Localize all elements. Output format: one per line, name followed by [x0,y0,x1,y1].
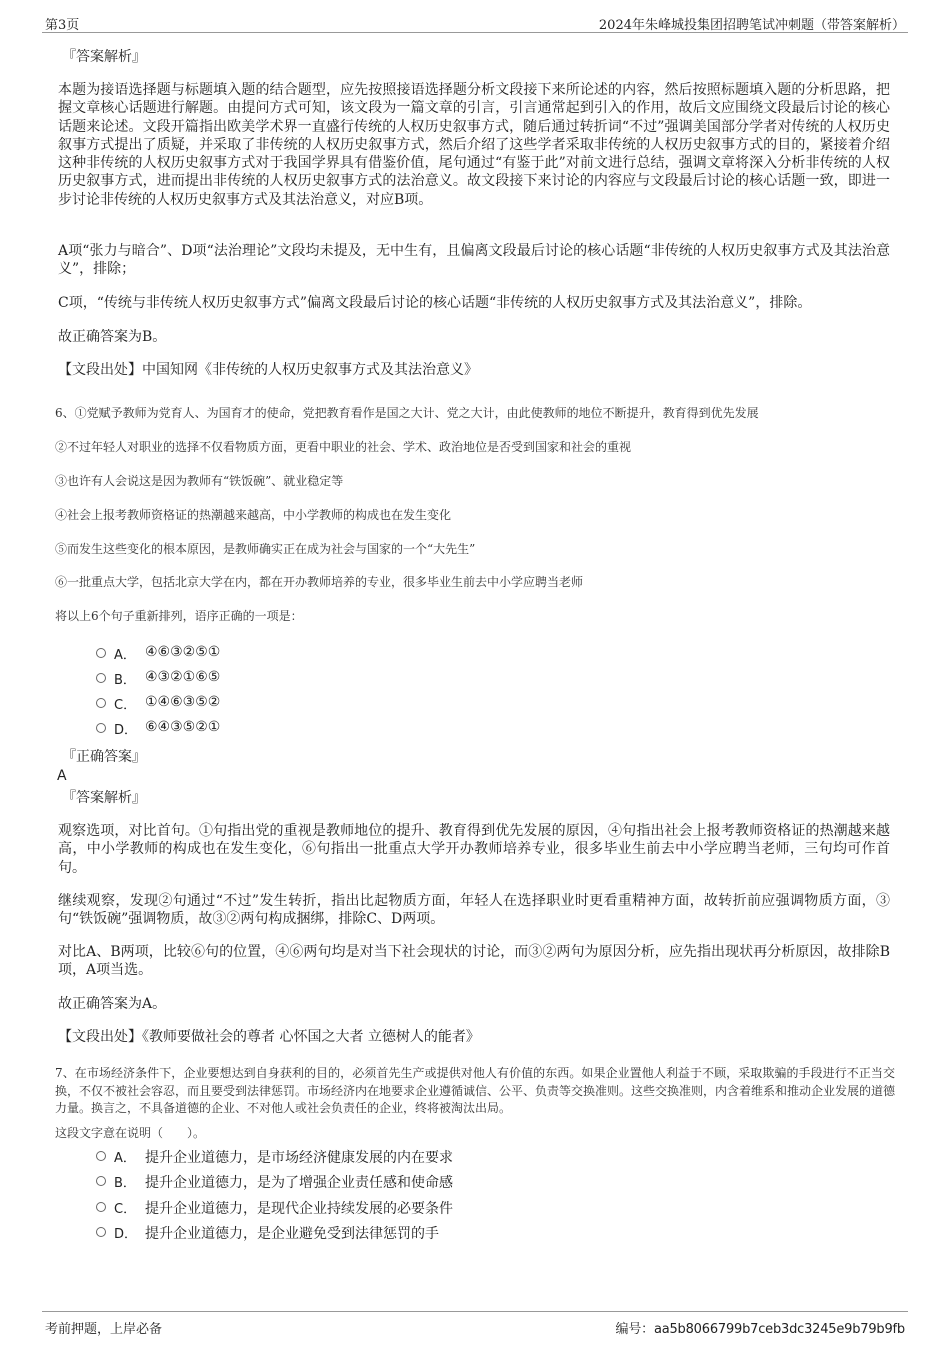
footer-slogan: 考前押题，上岸必备 [45,1322,163,1337]
q5-analysis-paragraph-2: A项“张力与暗合”、D项“法治理论”文段均未提及，无中生有，且偏离文段最后讨论的核心话题“非传统的人权历史叙事方式及其法治意义”，排除； [58,243,890,278]
footer-divider [42,1311,908,1312]
radio-icon[interactable] [96,723,106,733]
document-code: 编号：aa5b8066799b7ceb3dc3245e9b79b9fb [615,1322,905,1337]
q6-analysis-paragraph-2: 继续观察，发现②句通过“不过”发生转折，指出比起物质方面，年轻人在选择职业时更看重精神方面，故转折前应强调物质方面，③句“铁饭碗”强调物质，故③②两句构成捆绑，排除C、D两项。 [58,893,890,928]
q6-sentence-2: ②不过年轻人对职业的选择不仅看物质方面，更看中职业的社会、学术、政治地位是否受到国家和社会的重视 [55,440,632,454]
q6-sentence-4: ④社会上报考教师资格证的热潮越来越高，中小学教师的构成也在发生变化 [55,508,452,522]
q7-passage: 7、在市场经济条件下，企业要想达到自身获利的目的，必须首先生产或提供对他人有价值的东西。如果企业置他人利益于不顾，采取欺骗的手段进行不正当交换，不仅不被社会容忍，而且要受到法律惩罚。市场经济内在地要求企业遵循诚信、公平、负责等交换准则。这些交换准则，内含着维系和推动企业发展的道德力量。换言之，不具备道德的企业、不对他人或社会负责任的企业，终将被淘汰出局。 [55,1066,896,1115]
q7-question: 这段文字意在说明（ ）。 [55,1126,206,1140]
q6-analysis-heading: 『答案解析』 [62,790,146,806]
q5-analysis-heading: 『答案解析』 [62,49,146,65]
q5-conclusion: 故正确答案为B。 [58,329,167,345]
q6-question: 将以上6个句子重新排列，语序正确的一项是： [55,609,303,623]
radio-icon[interactable] [96,1151,106,1161]
q6-answer-heading: 『正确答案』 [62,749,146,765]
radio-icon[interactable] [96,698,106,708]
page-header [0,0,950,33]
page-number: 第3页 [45,18,80,33]
radio-icon[interactable] [96,648,106,658]
q5-source: 【文段出处】中国知网《非传统的人权历史叙事方式及其法治意义》 [58,362,478,378]
q6-sentence-6: ⑥一批重点大学，包括北京大学在内，都在开办教师培养的专业，很多毕业生前去中小学应聘当老师 [55,575,584,589]
q5-analysis-paragraph-3: C项，“传统与非传统人权历史叙事方式”偏离文段最后讨论的核心话题“非传统的人权历史叙事方式及其法治意义”，排除。 [58,295,812,311]
q6-sentence-5: ⑤而发生这些变化的根本原因，是教师确实正在成为社会与国家的一个“大先生” [55,542,476,556]
q6-analysis-paragraph-1: 观察选项，对比首句。①句指出党的重视是教师地位的提升、教育得到优先发展的原因，④句指出社会上报考教师资格证的热潮越来越高，中小学教师的构成也在发生变化，⑥句指出一批重点大学开办教师培养专业，很多毕业生前去中小学应聘当老师，三句均可作首句。 [58,823,890,876]
document-title: 2024年朱峰城投集团招聘笔试冲刺题（带答案解析） [598,18,905,33]
q5-analysis-paragraph-1: 本题为接语选择题与标题填入题的结合题型，应先按照接语选择题分析文段接下来所论述的内容，然后按照标题填入题的分析思路，把握文章核心话题进行解题。由提问方式可知，该文段为一篇文章的引言，引言通常起到引入的作用，故后文应围绕文段最后讨论的核心话题来论述。文段开篇指出欧美学术界一直盛行传统的人权历史叙事方式，随后通过转折词“不过”强调美国部分学者对传统的人权历史叙事方式提出了质疑，并采取了非传统的人权历史叙事方式，然后介绍了这些学者采取非传统的人权历史叙事方式的目的，紧接着介绍这种非传统的人权历史叙事方式对于我国学界具有借鉴价值，尾句通过“有鉴于此”对前文进行总结，强调文章将深入分析非传统的人权历史叙事方式，进而提出非传统的人权历史叙事方式的法治意义。故文段接下来讨论的内容应与文段最后讨论的核心话题一致，即进一步讨论非传统的人权历史叙事方式及其法治意义，对应B项。 [58,82,890,208]
radio-icon[interactable] [96,673,106,683]
q6-sentence-1: 6、①党赋予教师为党育人、为国育才的使命，党把教育看作是国之大计、党之大计，由此使教师的地位不断提升，教育得到优先发展 [55,406,759,420]
q6-conclusion: 故正确答案为A。 [58,996,167,1012]
page-footer [0,1305,950,1345]
q6-sentence-3: ③也许有人会说这是因为教师有“铁饭碗”、就业稳定等 [55,474,344,488]
radio-icon[interactable] [96,1202,106,1212]
q6-answer: A [57,768,67,784]
q6-analysis-paragraph-3: 对比A、B两项，比较⑥句的位置，④⑥两句均是对当下社会现状的讨论，而③②两句为原因分析，应先指出现状再分析原因，故排除B项，A项当选。 [58,944,890,979]
radio-icon[interactable] [96,1176,106,1186]
radio-icon[interactable] [96,1227,106,1237]
header-divider [42,32,908,33]
q6-source: 【文段出处】《教师要做社会的尊者 心怀国之大者 立德树人的能者》 [58,1029,480,1045]
